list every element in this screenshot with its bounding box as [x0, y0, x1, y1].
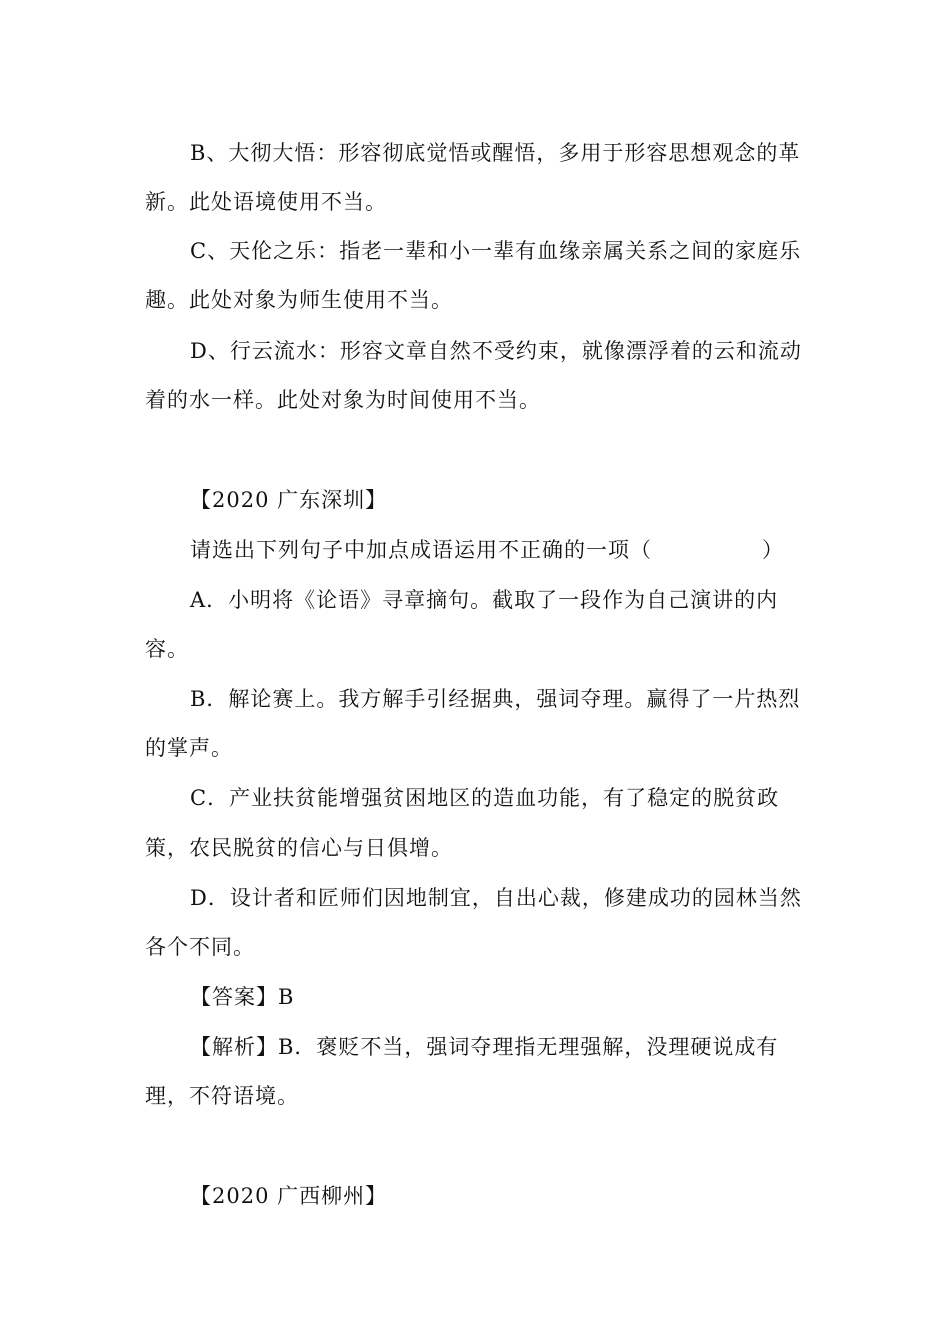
explanation-b-line2: 新。此处语境使用不当。: [145, 190, 387, 214]
option-a-line2: 容。: [145, 637, 189, 661]
explanation-d-line1: D、行云流水：形容文章自然不受约束，就像漂浮着的云和流动: [190, 339, 802, 363]
option-b-line1: B．解论赛上。我方解手引经据典，强词夺理。赢得了一片热烈: [190, 687, 801, 711]
question-prompt: 请选出下列句子中加点成语运用不正确的一项（ ）: [190, 538, 784, 562]
explanation-d-line2: 着的水一样。此处对象为时间使用不当。: [145, 388, 541, 412]
option-a-line1: A．小明将《论语》寻章摘句。截取了一段作为自己演讲的内: [190, 588, 779, 612]
analysis-line2: 理，不符语境。: [145, 1084, 299, 1108]
source-heading-liuzhou: 【2020 广西柳州】: [190, 1184, 388, 1208]
option-d-line2: 各个不同。: [145, 935, 255, 959]
answer-line: 【答案】B: [190, 985, 295, 1009]
option-d-line1: D．设计者和匠师们因地制宜，自出心裁，修建成功的园林当然: [190, 886, 802, 910]
source-heading-shenzhen: 【2020 广东深圳】: [190, 488, 388, 512]
option-b-line2: 的掌声。: [145, 736, 233, 760]
option-c-line1: C．产业扶贫能增强贫困地区的造血功能，有了稳定的脱贫政: [190, 786, 780, 810]
explanation-b-line1: B、大彻大悟：形容彻底觉悟或醒悟，多用于形容思想观念的革: [190, 141, 801, 165]
analysis-line1: 【解析】B．褒贬不当，强词夺理指无理强解，没理硬说成有: [190, 1035, 779, 1059]
option-c-line2: 策，农民脱贫的信心与日俱增。: [145, 836, 453, 860]
explanation-c-line1: C、天伦之乐：指老一辈和小一辈有血缘亲属关系之间的家庭乐: [190, 239, 802, 263]
explanation-c-line2: 趣。此处对象为师生使用不当。: [145, 288, 453, 312]
